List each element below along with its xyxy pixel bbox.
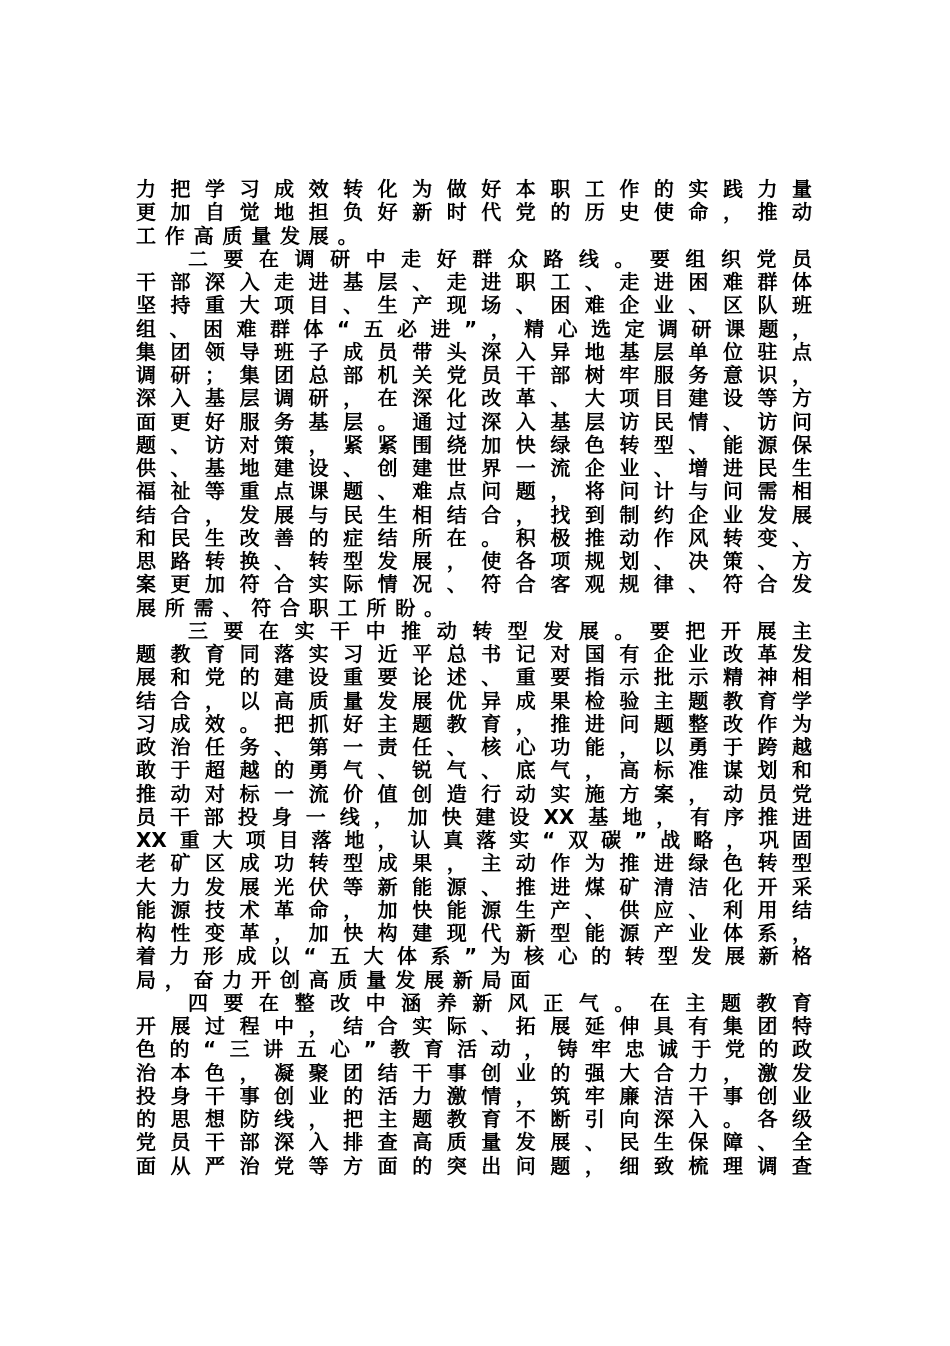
text-line: 更加自觉地担负好新时代党的历史使命，推动	[136, 200, 812, 225]
text-line: 结合，发展与民生相结合，找到制约企业发展	[136, 502, 812, 527]
section-heading-line: 四要在整改中涵养新风正气。在主题教育	[188, 990, 812, 1015]
text-line: 开展过程中，结合实际、拓展延伸具有集团特	[136, 1014, 812, 1038]
text-line: 力把学习成效转化为做好本职工作的实践力量	[136, 177, 812, 201]
text-line: 投身干事创业的活力激情，筑牢廉洁干事创业	[136, 1083, 812, 1108]
text-line: 展所需、符合职工所盼。	[136, 595, 453, 620]
section-heading-line: 三要在实干中推动转型发展。要把开展主	[188, 618, 812, 643]
text-line: 案更加符合实际情况、符合客观规律、符合发	[136, 572, 812, 597]
text-line: 面更好服务基层。通过深入基层访民情、访问	[136, 409, 812, 434]
text-line: 集团领导班子成员带头深入异地基层单位驻点	[136, 339, 812, 364]
text-line: 老矿区成功转型成果，主动作为推进绿色转型	[136, 851, 812, 876]
text-line: 思路转换、转型发展，使各项规划、决策、方	[136, 549, 812, 573]
text-line: 习成效。把抓好主题教育，推进问题整改作为	[136, 711, 812, 736]
text-line: 题、访对策，紧紧围绕加快绿色转型、能源保	[136, 432, 812, 457]
text-line: 员干部投身一线，加快建设XX基地，有序推进	[136, 804, 812, 829]
document-body	[136, 178, 812, 1178]
text-line: 大力发展光伏等新能源、推进煤矿清洁化开采	[136, 874, 812, 899]
text-line: 面从严治党等方面的突出问题，细致梳理调查	[136, 1153, 812, 1178]
text-line: 政治任务、第一责任、核心功能，以勇于跨越	[136, 735, 812, 759]
text-line: 色的“三讲五心”教育活动，铸牢忠诚于党的政	[136, 1037, 812, 1062]
section-heading-line: 二要在调研中走好群众路线。要组织党员	[188, 246, 812, 271]
text-line: 敢于超越的勇气、锐气、底气，高标准谋划和	[136, 758, 812, 783]
text-line: 治本色，凝聚团结干事创业的强大合力，激发	[136, 1060, 812, 1085]
text-line: 深入基层调研，在深化改革、大项目建设等方	[136, 386, 812, 411]
text-line: 福祉等重点课题、难点问题，将问计与问需相	[136, 479, 812, 504]
text-line: 坚持重大项目、生产现场、困难企业、区队班	[136, 293, 812, 318]
text-line: 局，奋力开创高质量发展新局面	[136, 967, 540, 992]
text-line: 党员干部深入排查高质量发展、民生保障、全	[136, 1130, 812, 1155]
text-line: 展和党的建设重要论述、重要指示批示精神相	[136, 665, 812, 690]
text-line: 题教育同落实习近平总书记对国有企业改革发	[136, 642, 812, 666]
text-line: 调研；集团总部机关党员干部树牢服务意识，	[136, 363, 812, 387]
text-line: 着力形成以“五大体系”为核心的转型发展新格	[136, 944, 812, 969]
text-line: 供、基地建设、创建世界一流企业、增进民生	[136, 456, 812, 480]
text-line: 组、困难群体“五必进”，精心选定调研课题，	[136, 316, 812, 341]
text-line: XX重大项目落地，认真落实“双碳”战略，巩固	[136, 828, 812, 852]
text-line: 和民生改善的症结所在。积极推动作风转变、	[136, 525, 812, 550]
text-line: 能源技术革命，加快能源生产、供应、利用结	[136, 897, 812, 922]
text-line: 构性变革，加快构建现代新型能源产业体系，	[136, 921, 812, 945]
text-line: 推动对标一流价值创造行动实施方案，动员党	[136, 781, 812, 806]
text-line: 工作高质量发展。	[136, 223, 367, 248]
text-line: 干部深入走进基层、走进职工、走进困难群体	[136, 270, 812, 294]
text-line: 的思想防线，把主题教育不断引向深入。各级	[136, 1107, 812, 1131]
text-line: 结合，以高质量发展优异成果检验主题教育学	[136, 688, 812, 713]
